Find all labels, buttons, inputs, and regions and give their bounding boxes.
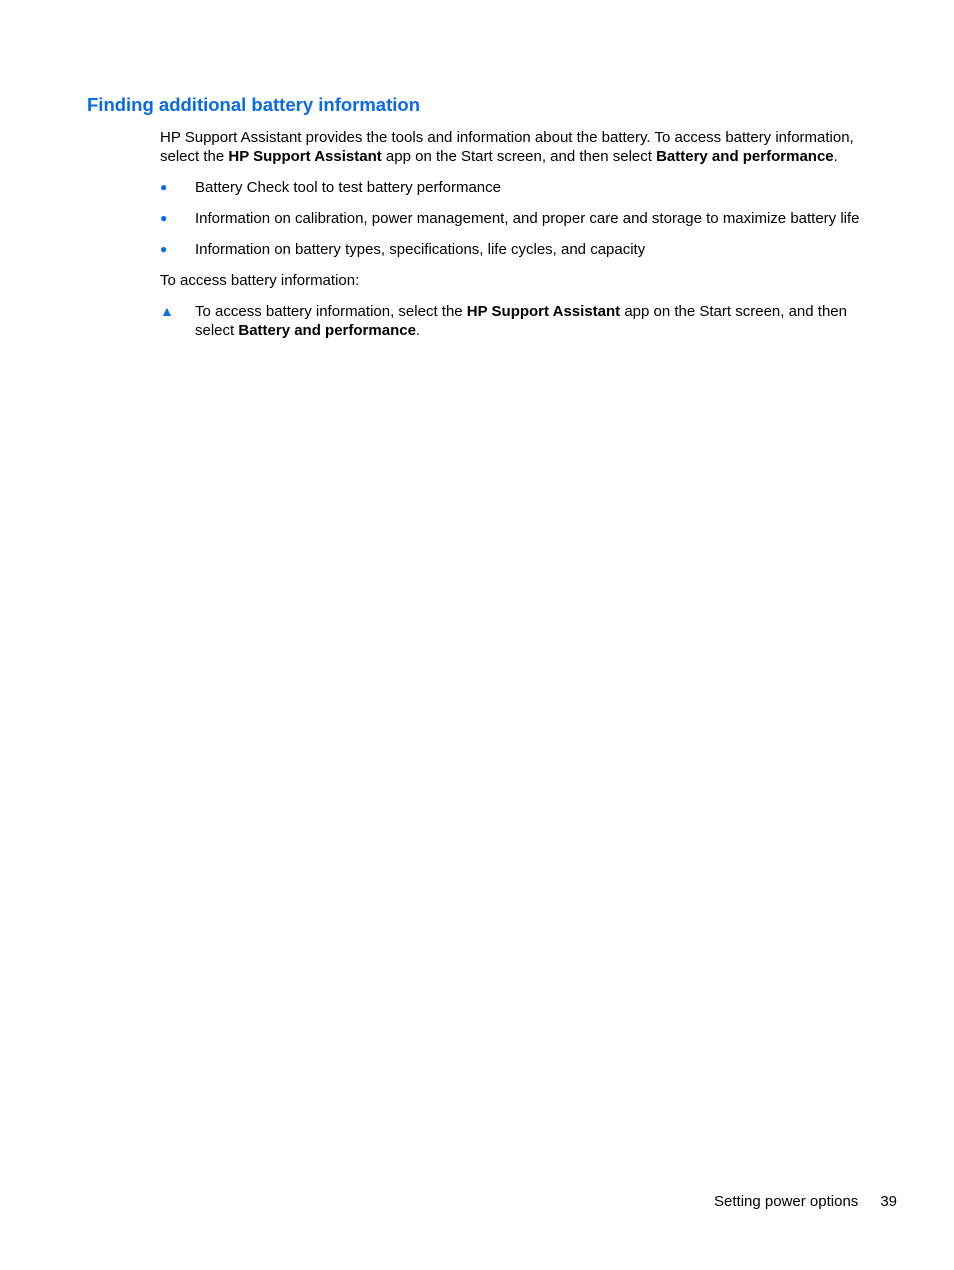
intro-text-3: . [833,148,838,165]
step-triangle-icon: ▲ [160,303,174,319]
list-item-text: Battery Check tool to test battery performance [195,179,501,196]
content-body [160,128,885,340]
step-app-name: HP Support Assistant [466,303,621,320]
intro-app-name: HP Support Assistant [228,148,382,165]
page-footer [714,1192,897,1211]
bullet-icon: ● [160,180,168,194]
access-label: To access battery information: [160,272,360,289]
intro-paragraph [160,128,885,166]
list-item [160,209,885,228]
list-item [160,240,885,259]
section-heading: Finding additional battery information [87,94,420,115]
list-item [160,178,885,197]
procedure-step [160,302,885,340]
step-text-2: app on the Start screen, and then select [195,303,847,339]
bullet-icon: ● [160,211,168,225]
step-text-1: To access battery information, select the [195,303,467,320]
step-text-3: . [415,322,421,339]
list-item-text: Information on calibration, power management, and proper care and storage to maximize battery life [195,210,860,227]
intro-menu-option: Battery and performance [656,148,834,165]
step-menu-option: Battery and performance [238,322,416,339]
footer-section-title: Setting power options [714,1193,859,1210]
bullet-icon: ● [160,242,168,256]
intro-text-2: app on the Start screen, and then select [381,148,657,165]
feature-list [160,178,885,259]
intro-text-1: HP Support Assistant provides the tools and information about the battery. To access battery information, select the [160,129,854,165]
list-item-text: Information on battery types, specifications, life cycles, and capacity [195,241,646,258]
page-number: 39 [880,1193,897,1210]
